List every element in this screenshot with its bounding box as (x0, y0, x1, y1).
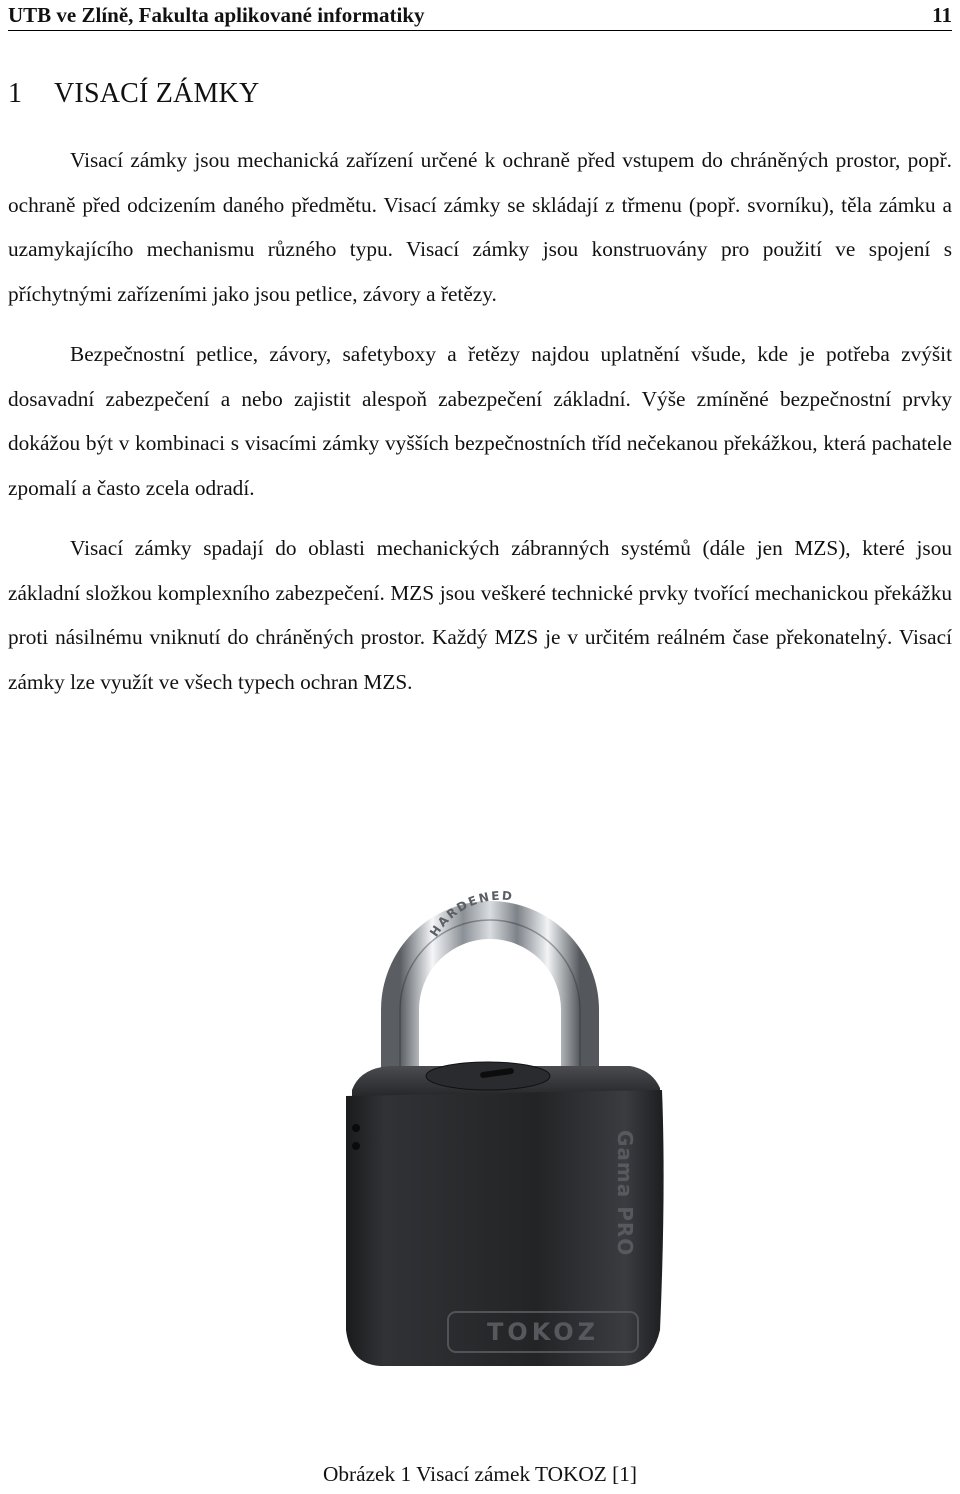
chapter-number: 1 (8, 78, 23, 109)
shackle-engraving: HARDENED (427, 890, 515, 940)
header-title: UTB ve Zlíně, Fakulta aplikované informatiky (8, 2, 425, 27)
figure-caption: Obrázek 1 Visací zámek TOKOZ [1] (323, 1462, 637, 1486)
paragraph: Bezpečnostní petlice, závory, safetyboxy a řetězy najdou uplatnění všude, kde je potřeba zvýšit dosavadní zabezpečení a nebo zajistit alespoň zabezpečení základní. Výše zmíněné bezpečnostní prvky dokážou být v kombinaci s visacími zámky vyšších bezpečnostních tříd nečekanou překážkou, která pachatele zpomalí a často zcela odradí. (8, 342, 952, 500)
brand-engraving: TOKOZ (486, 1318, 600, 1346)
body-text (8, 138, 952, 720)
page-number: 11 (932, 2, 952, 27)
chapter-heading (8, 78, 259, 110)
model-engraving: Gama PRO (613, 1130, 637, 1257)
chapter-title: VISACÍ ZÁMKY (54, 78, 260, 109)
padlock-image (330, 890, 670, 1370)
paragraph: Visací zámky jsou mechanická zařízení určené k ochraně před vstupem do chráněných prostor, popř. ochraně před odcizením daného předmětu. Visací zámky se skládají z třmenu (popř. svorníku), těla zámku a uzamykajícího mechanismu různého typu. Visací zámky jsou konstruovány pro použití ve spojení s příchytnými zařízeními jako jsou petlice, závory a řetězy. (8, 148, 952, 306)
padlock-figure (330, 890, 670, 1370)
page-header (8, 0, 952, 31)
paragraph: Visací zámky spadají do oblasti mechanických zábranných systémů (dále jen MZS), které jsou základní složkou komplexního zabezpečení. MZS jsou veškeré technické prvky tvořící mechanickou překážku proti násilnému vniknutí do chráněných prostor. Každý MZS je v určitém reálném čase překonatelný. Visací zámky lze využít ve všech typech ochran MZS. (8, 536, 952, 694)
